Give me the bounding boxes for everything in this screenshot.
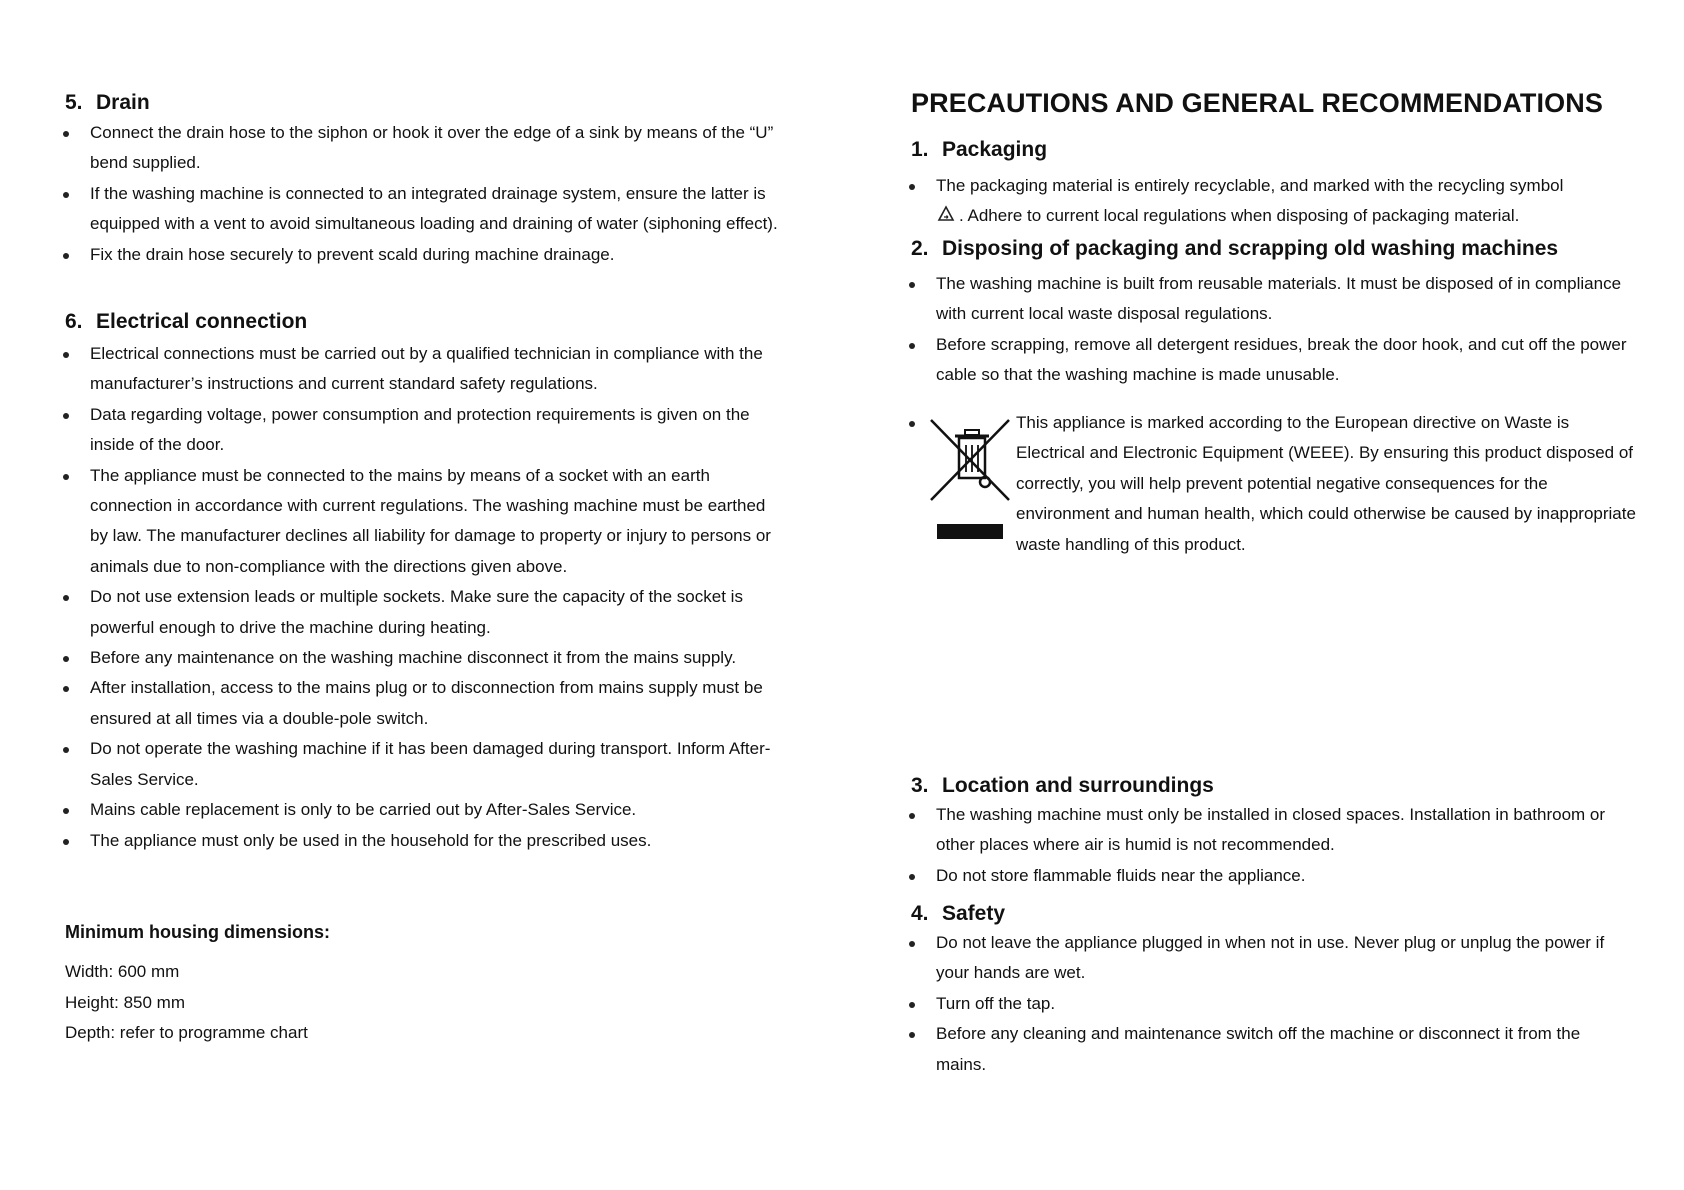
bullet-icon <box>909 1002 915 1008</box>
dimension-depth: Depth: refer to programme chart <box>65 1023 308 1042</box>
section-heading-electrical: 6. Electrical connection <box>65 310 308 333</box>
section-heading-disposing: 2. Disposing of packaging and scrapping old washing machines <box>911 237 1559 260</box>
list-item: If the washing machine is connected to an integrated drainage system, ensure the latter is equipped with a vent to avoid simultaneous loading and draining of water (siphoning effect). <box>63 179 783 240</box>
weee-notice <box>909 408 1636 558</box>
section-heading-safety: 4. Safety <box>911 902 1006 925</box>
section-heading-drain: 5. Drain <box>65 91 150 114</box>
list-item: Do not use extension leads or multiple sockets. Make sure the capacity of the socket is powerful enough to drive the machine during heating. <box>63 582 783 643</box>
page-title: PRECAUTIONS AND GENERAL RECOMMENDATIONS <box>911 88 1603 118</box>
bullet-icon <box>63 656 69 662</box>
list-item: The packaging material is entirely recyclable, and marked with the recycling symbol . Adhere to current local regulations when disposing of packaging material. <box>909 171 1627 236</box>
bullet-icon <box>909 941 915 947</box>
bullet-icon <box>63 808 69 814</box>
bullet-icon <box>63 413 69 419</box>
bullet-icon <box>909 184 915 190</box>
dimensions-heading: Minimum housing dimensions: <box>65 922 330 942</box>
bullet-icon <box>63 747 69 753</box>
bullet-icon <box>63 839 69 845</box>
packaging-list <box>909 171 1627 236</box>
list-item: The appliance must be connected to the mains by means of a socket with an earth connection in accordance with current regulations. The washing machine must be earthed by law. The manufacturer declines all liability for damage to property or injury to persons or animals due to non-compliance with the directions given above. <box>63 461 783 583</box>
recycle-icon <box>936 205 956 235</box>
list-item: The washing machine is built from reusable materials. It must be disposed of in compliance with current local waste disposal regulations. <box>909 269 1627 330</box>
bullet-icon <box>909 813 915 819</box>
bullet-icon <box>63 253 69 259</box>
bullet-icon <box>63 192 69 198</box>
bullet-icon <box>63 595 69 601</box>
bullet-icon <box>909 282 915 288</box>
drain-list <box>63 118 783 270</box>
list-item: Mains cable replacement is only to be carried out by After-Sales Service. <box>63 795 783 825</box>
list-item: Do not operate the washing machine if it has been damaged during transport. Inform After-Sales Service. <box>63 734 783 795</box>
list-item: Connect the drain hose to the siphon or hook it over the edge of a sink by means of the “U” bend supplied. <box>63 118 783 179</box>
list-item: Turn off the tap. <box>909 989 1627 1019</box>
bullet-icon <box>63 352 69 358</box>
weee-text: This appliance is marked according to the European directive on Waste is Electrical and Electronic Equipment (WEEE). By ensuring this product disposed of correctly, you will help prevent potential negative consequences for the environment and human health, which could otherwise be caused by inappropriate waste handling of this product. <box>1016 413 1636 554</box>
bullet-icon <box>909 421 915 427</box>
section-heading-location: 3. Location and surroundings <box>911 774 1214 797</box>
list-item: Before any cleaning and maintenance switch off the machine or disconnect it from the mains. <box>909 1019 1627 1080</box>
bullet-icon <box>909 1032 915 1038</box>
bullet-icon <box>63 686 69 692</box>
list-item: Data regarding voltage, power consumption and protection requirements is given on the inside of the door. <box>63 400 783 461</box>
list-item: Before scrapping, remove all detergent residues, break the door hook, and cut off the power cable so that the washing machine is made unusable. <box>909 330 1627 391</box>
list-item: Do not leave the appliance plugged in when not in use. Never plug or unplug the power if your hands are wet. <box>909 928 1627 989</box>
bullet-icon <box>909 874 915 880</box>
safety-list <box>909 928 1627 1080</box>
bullet-icon <box>909 343 915 349</box>
crossed-out-bin-icon <box>929 412 1011 542</box>
bullet-icon <box>63 474 69 480</box>
list-item: Do not store flammable fluids near the appliance. <box>909 861 1627 891</box>
list-item: Electrical connections must be carried out by a qualified technician in compliance with the manufacturer’s instructions and current standard safety regulations. <box>63 339 783 400</box>
list-item: After installation, access to the mains plug or to disconnection from mains supply must be ensured at all times via a double-pole switch. <box>63 673 783 734</box>
electrical-list <box>63 339 783 856</box>
bullet-icon <box>63 131 69 137</box>
list-item: The washing machine must only be installed in closed spaces. Installation in bathroom or other places where air is humid is not recommended. <box>909 800 1627 861</box>
disposing-list <box>909 269 1627 391</box>
list-item: The appliance must only be used in the household for the prescribed uses. <box>63 826 783 856</box>
dimension-width: Width: 600 mm <box>65 962 180 981</box>
location-list <box>909 800 1627 891</box>
section-heading-packaging: 1. Packaging <box>911 138 1048 161</box>
dimension-height: Height: 850 mm <box>65 993 185 1012</box>
list-item: Fix the drain hose securely to prevent scald during machine drainage. <box>63 240 783 270</box>
list-item: Before any maintenance on the washing machine disconnect it from the mains supply. <box>63 643 783 673</box>
right-page <box>842 0 1684 1190</box>
